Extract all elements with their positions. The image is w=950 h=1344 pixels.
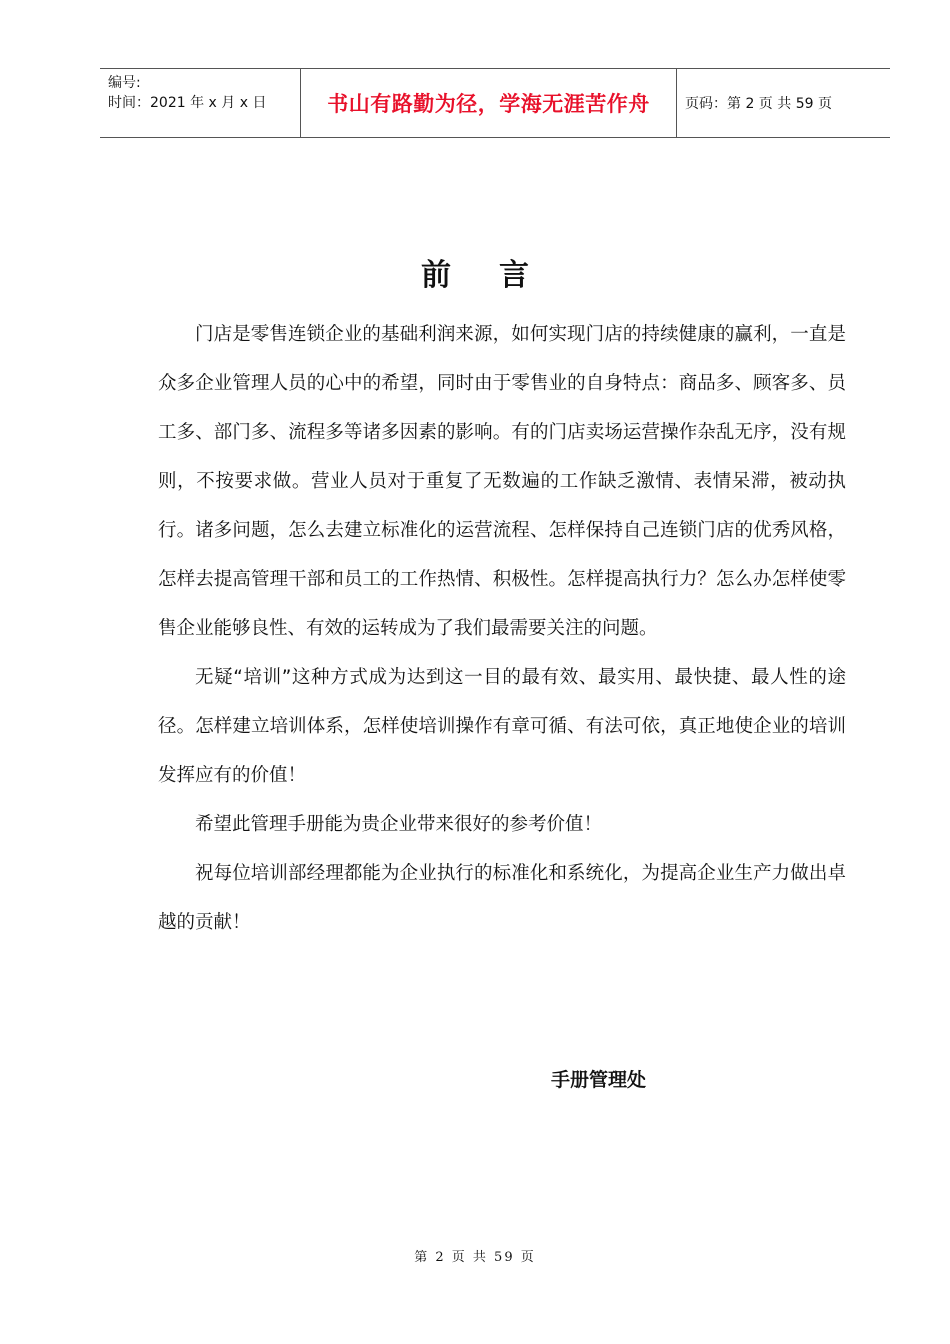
paragraph: 祝每位培训部经理都能为企业执行的标准化和系统化，为提高企业生产力做出卓越的贡献！: [158, 863, 846, 933]
time-label: 时间：2021 年 x 月 x 日: [108, 95, 267, 111]
page-title: 前言: [421, 258, 577, 293]
header-page-info: 页码：第 2 页 共 59 页: [685, 96, 832, 112]
header-meta: [100, 69, 300, 137]
page-header: [100, 68, 890, 138]
page-footer: 第 2 页 共 59 页: [414, 1250, 536, 1265]
header-motto: 书山有路勤为径，学海无涯苦作舟: [300, 69, 677, 137]
paragraph: 无疑“培训”这种方式成为达到这一目的最有效、最实用、最快捷、最人性的途径。怎样建立培训体系，怎样使培训操作有章可循、有法可依，真正地使企业的培训发挥应有的价值！: [158, 667, 846, 786]
code-label: 编号:: [108, 75, 141, 91]
signature: 手册管理处: [551, 1069, 647, 1091]
paragraph: 希望此管理手册能为贵企业带来很好的参考价值！: [195, 814, 603, 835]
paragraph: 门店是零售连锁企业的基础利润来源，如何实现门店的持续健康的赢利，一直是众多企业管理人员的心中的希望，同时由于零售业的自身特点：商品多、顾客多、员工多、部门多、流程多等诸多因素的影响。有的门店卖场运营操作杂乱无序，没有规则，不按要求做。营业人员对于重复了无数遍的工作缺乏激情、表情呆滞，被动执行。诸多问题，怎么去建立标准化的运营流程、怎样保持自己连锁门店的优秀风格，怎样去提高管理干部和员工的工作热情、积极性。怎样提高执行力？怎么办怎样使零售企业能够良性、有效的运转成为了我们最需要关注的问题。: [158, 324, 846, 639]
preface-body: [158, 310, 846, 947]
